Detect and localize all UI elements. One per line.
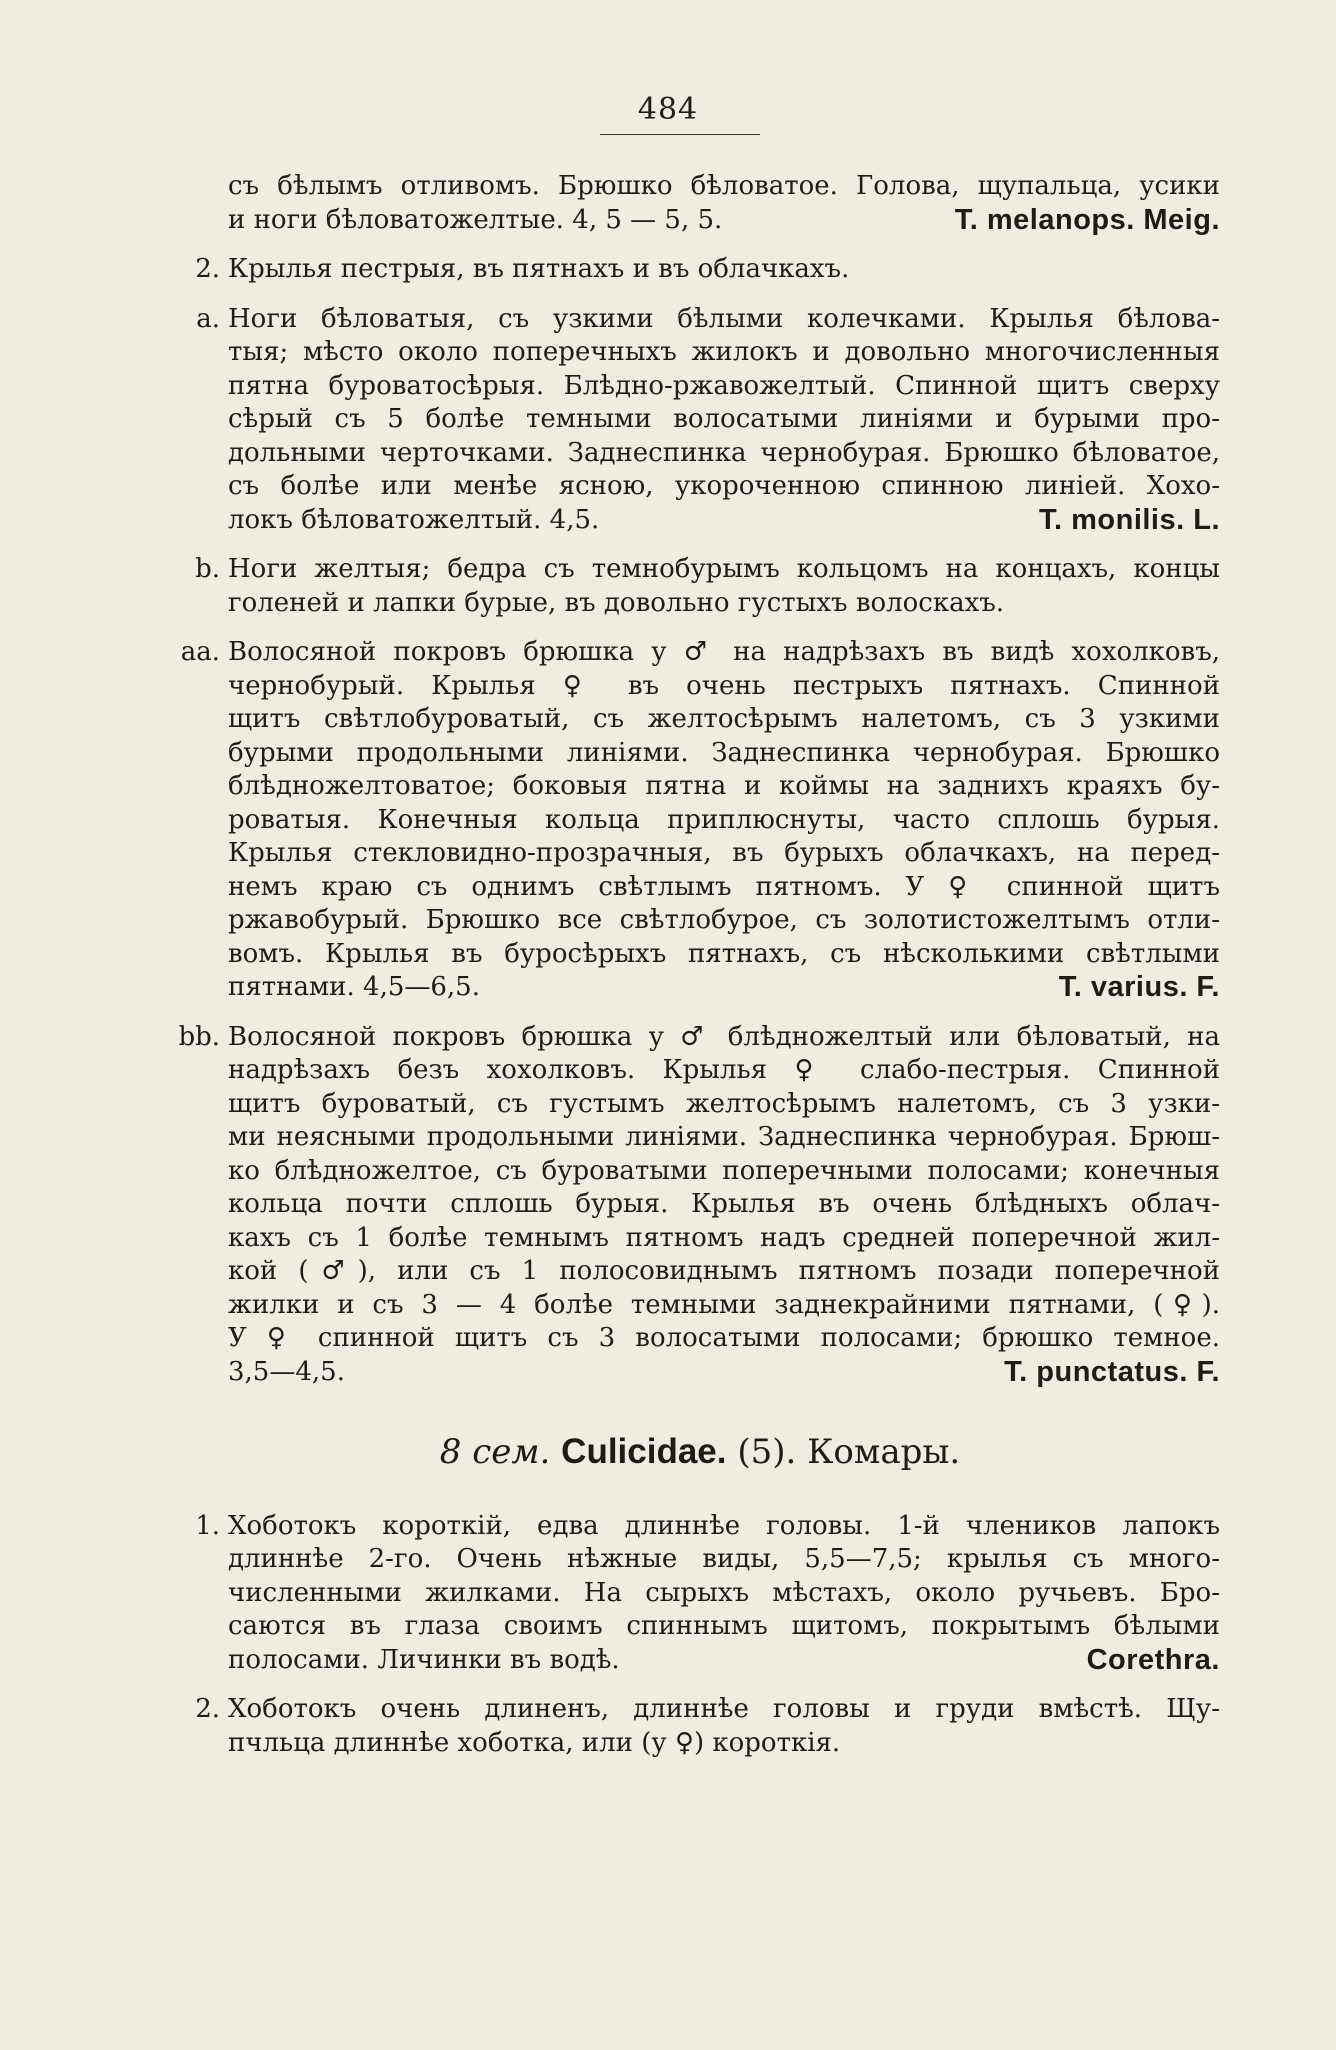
entry-line: пятна буроватосѣрыя. Блѣдно-ржавожелтый. Спинной щитъ сверху	[228, 370, 1220, 401]
entry-marker: 1.	[195, 1510, 220, 1541]
entry-line: щитъ буроватый, съ густымъ желтосѣрымъ налетомъ, съ 3 узки-	[228, 1088, 1220, 1119]
taxon-name: Corethra.	[1086, 1643, 1220, 1676]
entry-last-line	[228, 971, 1220, 1005]
entry-last-line	[228, 1356, 1220, 1390]
key-entries-tipula	[180, 170, 1220, 1389]
entry-marker: b.	[195, 554, 220, 584]
entry-line: съ бѣлымъ отливомъ. Брюшко бѣловатое. Голова, щупальца, усики	[228, 171, 1220, 201]
family-number: 8 сем.	[439, 1432, 551, 1472]
entry-line: Ноги бѣловатыя, съ узкими бѣлыми колечками. Крылья бѣлова-	[228, 303, 1220, 334]
entry-last-line	[228, 1644, 1220, 1678]
page-number: 484	[637, 92, 699, 127]
family-heading	[180, 1432, 1220, 1472]
entry-line: 3,5—4,5.	[228, 1356, 345, 1387]
family-count: (5).	[737, 1432, 797, 1472]
key-entry	[180, 170, 1220, 237]
entry-line: кольца почти сплошь бурыя. Крылья въ очень блѣдныхъ облач-	[228, 1189, 1220, 1219]
entry-line: немъ краю съ однимъ свѣтлымъ пятномъ. У ♀ спинной щитъ	[228, 871, 1220, 902]
entry-line: кахъ съ 1 болѣе темнымъ пятномъ надъ средней поперечной жил-	[228, 1222, 1220, 1253]
entry-line: блѣдножелтоватое; боковыя пятна и коймы на заднихъ краяхъ бу-	[228, 771, 1220, 801]
entry-line: съ болѣе или менѣе ясною, укороченною спинною линіей. Хохо-	[228, 471, 1220, 501]
entry-marker: 2.	[195, 254, 220, 284]
entry-line: Крылья пестрыя, въ пятнахъ и въ облачкахъ.	[228, 254, 850, 284]
entry-line: локъ бѣловатожелтый. 4,5.	[228, 504, 600, 535]
taxon-name: T. varius. F.	[1058, 971, 1220, 1003]
entry-marker: bb.	[178, 1021, 220, 1052]
entry-line: длиннѣе 2-го. Очень нѣжные виды, 5,5—7,5; крылья съ много-	[228, 1544, 1220, 1574]
entry-line: чернобурый. Крылья ♀ въ очень пестрыхъ пятнахъ. Спинной	[228, 670, 1220, 701]
key-entry	[180, 553, 1220, 620]
key-entry	[180, 1693, 1220, 1760]
key-entry	[180, 636, 1220, 1005]
entry-line: кой (♂), или съ 1 полосовиднымъ пятномъ позади поперечной	[228, 1256, 1220, 1286]
entry-last-line	[228, 204, 1220, 238]
entry-marker: a.	[196, 303, 220, 334]
entry-marker: 2.	[195, 1694, 220, 1724]
entry-line: ржавобурый. Брюшко все свѣтлобурое, съ золотистожелтымъ отли-	[228, 905, 1220, 935]
entry-line: и ноги бѣловатожелтые. 4, 5 — 5, 5.	[228, 204, 723, 235]
entry-line: У ♀ спинной щитъ съ 3 волосатыми полосами; брюшко темное.	[228, 1323, 1220, 1353]
entry-line: Хоботокъ очень длиненъ, длиннѣе головы и груди вмѣстѣ. Щу-	[228, 1694, 1220, 1724]
entry-last-line	[228, 504, 1220, 538]
page-number-rule	[600, 134, 760, 135]
entry-line: тыя; мѣсто около поперечныхъ жилокъ и довольно многочисленныя	[228, 337, 1220, 367]
entry-line: жилки и съ 3 — 4 болѣе темными заднекрайними пятнами, (♀).	[228, 1289, 1220, 1320]
entry-line: ми неясными продольными линіями. Заднеспинка чернобурая. Брюш-	[228, 1122, 1220, 1152]
key-entry	[180, 1021, 1220, 1390]
entry-line: пятнами. 4,5—6,5.	[228, 972, 480, 1002]
entry-line: сѣрый съ 5 болѣе темными волосатыми линіями и бурыми про-	[228, 404, 1220, 434]
family-name: Culicidae.	[561, 1432, 727, 1471]
body-text	[180, 170, 1220, 1776]
taxon-name: T. melanops. Meig.	[954, 203, 1220, 236]
entry-line: бурыми продольными линіями. Заднеспинка чернобурая. Брюшко	[228, 737, 1220, 768]
family-common-name: Комары.	[807, 1432, 961, 1472]
entry-line: Хоботокъ короткій, едва длиннѣе головы. 1-й члеников лапокъ	[228, 1510, 1220, 1541]
key-entry	[180, 303, 1220, 538]
entry-line: пчльца длиннѣе хоботка, или (у ♀) короткія.	[228, 1727, 841, 1758]
entry-line: надрѣзахъ безъ хохолковъ. Крылья ♀ слабо-пестрыя. Спинной	[228, 1055, 1220, 1085]
entry-marker: aa.	[180, 637, 220, 667]
entry-line: роватыя. Конечныя кольца приплюснуты, часто сплошь бурыя.	[228, 804, 1220, 835]
entry-line: Волосяной покровъ брюшка у ♂ блѣдножелтый или бѣловатый, на	[228, 1021, 1220, 1052]
entry-line: Крылья стекловидно-прозрачныя, въ бурыхъ облачкахъ, на перед-	[228, 838, 1220, 868]
entry-line: Ноги желтыя; бедра съ темнобурымъ кольцомъ на концахъ, концы	[228, 554, 1220, 584]
entry-line: Волосяной покровъ брюшка у ♂ на надрѣзахъ въ видѣ хохолковъ,	[228, 637, 1220, 667]
entry-line: саются въ глаза своимъ спиннымъ щитомъ, покрытымъ бѣлыми	[228, 1611, 1220, 1641]
entry-line: дольными черточками. Заднеспинка чернобурая. Брюшко бѣловатое,	[228, 437, 1220, 468]
entry-line: голеней и лапки бурые, въ довольно густыхъ волоскахъ.	[228, 587, 1005, 618]
entry-line: щитъ свѣтлобуроватый, съ желтосѣрымъ налетомъ, съ 3 узкими	[228, 704, 1220, 734]
key-entry	[180, 1510, 1220, 1678]
key-entry	[180, 253, 1220, 287]
entry-line: ко блѣдножелтое, съ буроватыми поперечными полосами; конечныя	[228, 1155, 1220, 1186]
taxon-name: T. monilis. L.	[1038, 503, 1220, 536]
entry-line: полосами. Личинки въ водѣ.	[228, 1644, 620, 1675]
key-entries-culicidae	[180, 1510, 1220, 1761]
taxon-name: T. punctatus. F.	[1004, 1355, 1220, 1388]
entry-line: вомъ. Крылья въ буросѣрыхъ пятнахъ, съ нѣсколькими свѣтлыми	[228, 938, 1220, 969]
entry-line: численными жилками. На сырыхъ мѣстахъ, около ручьевъ. Бро-	[228, 1577, 1220, 1608]
